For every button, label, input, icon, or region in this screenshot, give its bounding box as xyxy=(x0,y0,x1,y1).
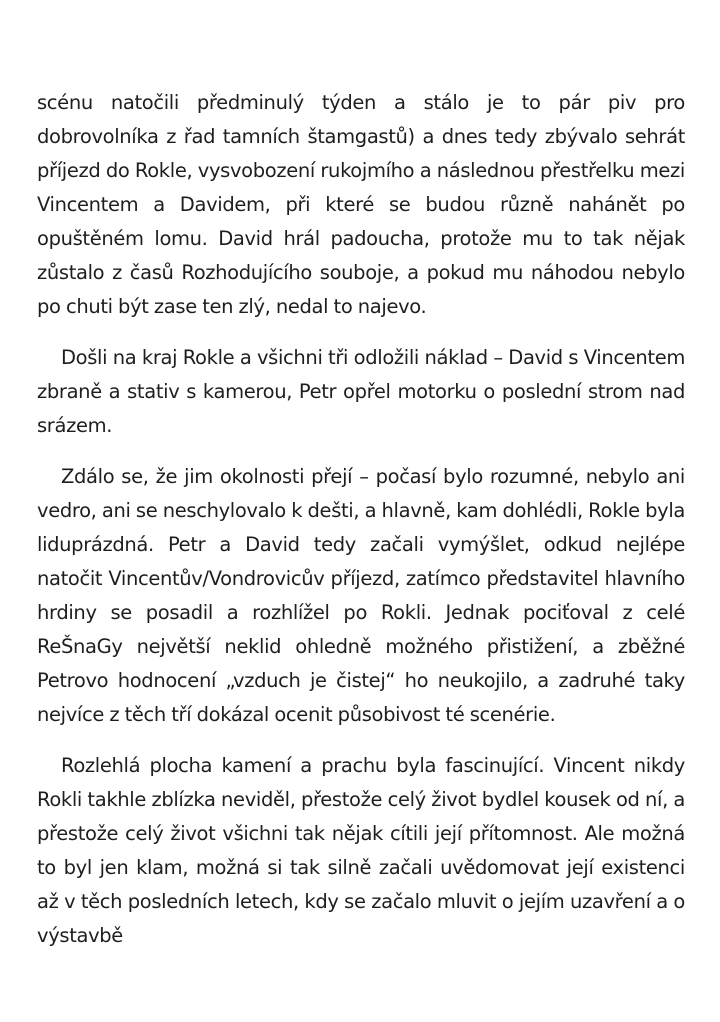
paragraph-4: Rozlehlá plocha kamení a prachu byla fascinující. Vincent nikdy Rokli takhle zblízka neviděl, přestože celý život bydlel kousek od ní, a přestože celý život všichni tak nějak cítili její přítomnost. Ale možná to byl jen klam, možná si tak silně začali uvědomovat její existenci až v těch posledních letech, kdy se začalo mluvit o jejím uzavření a o výstavbě xyxy=(37,754,685,947)
document-page xyxy=(37,86,685,970)
paragraph-1: scénu natočili předminulý týden a stálo je to pár piv pro dobrovolníka z řad tamních štamgastů) a dnes tedy zbývalo sehrát příjezd do Rokle, vysvobození rukojmího a následnou přestřelku mezi Vincentem a Davidem, při které se budou různě nahánět po opuštěném lomu. David hrál padoucha, protože mu to tak nějak zůstalo z časů Rozhodujícího souboje, a pokud mu náhodou nebylo po chuti být zase ten zlý, nedal to najevo. xyxy=(37,91,685,318)
paragraph-2: Došli na kraj Rokle a všichni tři odložili náklad – David s Vincentem zbraně a stativ s kamerou, Petr opřel motorku o poslední strom nad srázem. xyxy=(37,346,685,437)
paragraph-3: Zdálo se, že jim okolnosti přejí – počasí bylo rozumné, nebylo ani vedro, ani se neschylovalo k dešti, a hlavně, kam dohlédli, Rokle byla liduprázdná. Petr a David tedy začali vymýšlet, odkud nejlépe natočit Vincentův/Vondrovicův příjezd, zatímco představitel hlavního hrdiny se posadil a rozhlížel po Rokli. Jednak pociťoval z celé ReŠnaGy největší neklid ohledně možného přistižení, a zběžné Petrovo hodnocení „vzduch je čistej“ ho neukojilo, a zadruhé taky nejvíce z těch tří dokázal ocenit působivost té scenérie. xyxy=(37,465,685,726)
